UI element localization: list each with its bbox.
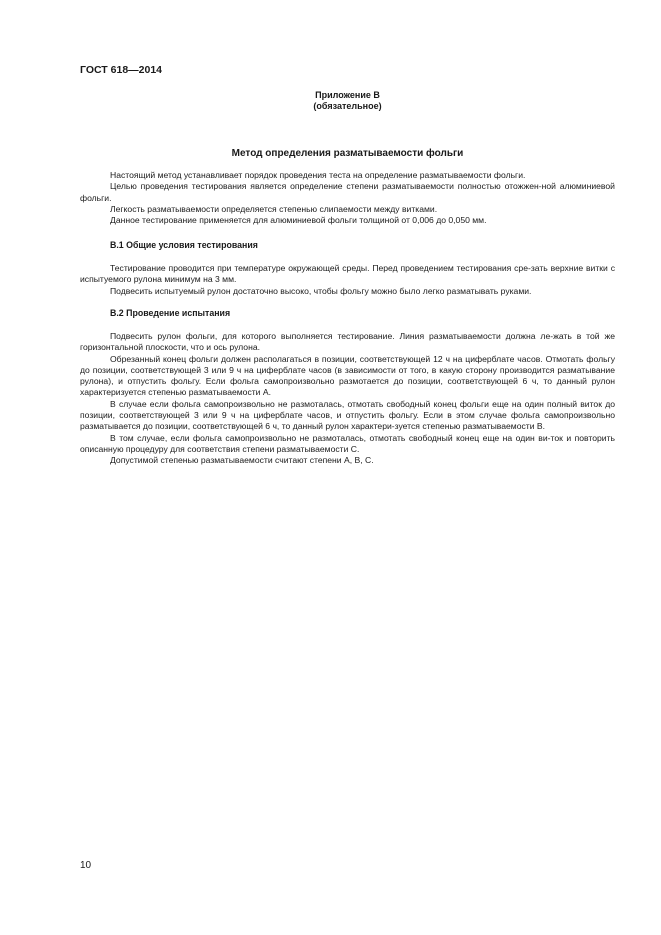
section-paragraph: Тестирование проводится при температуре окружающей среды. Перед проведением тестирования сре-зать верхние витки с испытуемого рулона минимум на 3 мм. <box>80 263 615 285</box>
section-heading-1: В.1 Общие условия тестирования <box>110 240 258 250</box>
section-paragraph: Подвесить испытуемый рулон достаточно высоко, чтобы фольгу можно было легко разматывать руками. <box>110 285 532 296</box>
intro-paragraph: Настоящий метод устанавливает порядок проведения теста на определение разматываемости фольги. <box>110 170 526 180</box>
section-2-block <box>80 331 615 467</box>
section-paragraph: Допустимой степенью разматываемости считают степени А, В, С. <box>110 455 374 466</box>
intro-block <box>80 170 615 226</box>
section-paragraph: В том случае, если фольга самопроизвольно не размоталась, отмотать свободный конец еще на один ви-ток и повторить описанную процедуру для соответствия степени разматываемости С. <box>80 432 615 454</box>
section-paragraph: Подвесить рулон фольги, для которого выполняется тестирование. Линия разматываемости должна ле-жать в той же горизонтальной плоскости, что и ось рулона. <box>80 331 615 353</box>
document-title: Метод определения разматываемости фольги <box>231 148 464 159</box>
section-paragraph: В случае если фольга самопроизвольно не размоталась, отмотать свободный конец фольги еще на один полный виток до позиции, соответствующей 3 или 9 ч на циферблате часов, и отпустить фольгу. Если в этом случае фольга самопроизвольно разматывается до позиции, соответствующей 6 ч, то данный рулон характери-зуется степенью разматываемости В. <box>80 398 615 432</box>
appendix-label: Приложение В <box>315 90 380 100</box>
intro-paragraph: Данное тестирование применяется для алюминиевой фольги толщиной от 0,006 до 0,050 мм. <box>110 215 487 226</box>
intro-paragraph: Целью проведения тестирования является определение степени разматываемости полностью отожжен-ной алюминиевой фольги. <box>80 181 615 203</box>
section-heading-2: В.2 Проведение испытания <box>110 308 231 318</box>
page-number: 10 <box>80 860 92 871</box>
appendix-heading <box>80 90 615 112</box>
appendix-status: (обязательное) <box>313 101 382 111</box>
section-1-block <box>80 263 615 297</box>
standard-number: ГОСТ 618—2014 <box>80 64 163 76</box>
section-paragraph: Обрезанный конец фольги должен располагаться в позиции, соответствующей 12 ч на циферблате часов. Отмотать фольгу до позиции, соответствующей 3 или 9 ч на циферблате часов (в зависимости от того, в какую сторону производится разматывание рулона), и отпустить фольгу. Если фольга самопроизвольно размотается до позиции, соответствующей 6 ч, то данный рулон характеризуется степенью разматываемости А. <box>80 353 615 398</box>
intro-paragraph: Легкость разматываемости определяется степенью слипаемости между витками. <box>110 203 438 214</box>
